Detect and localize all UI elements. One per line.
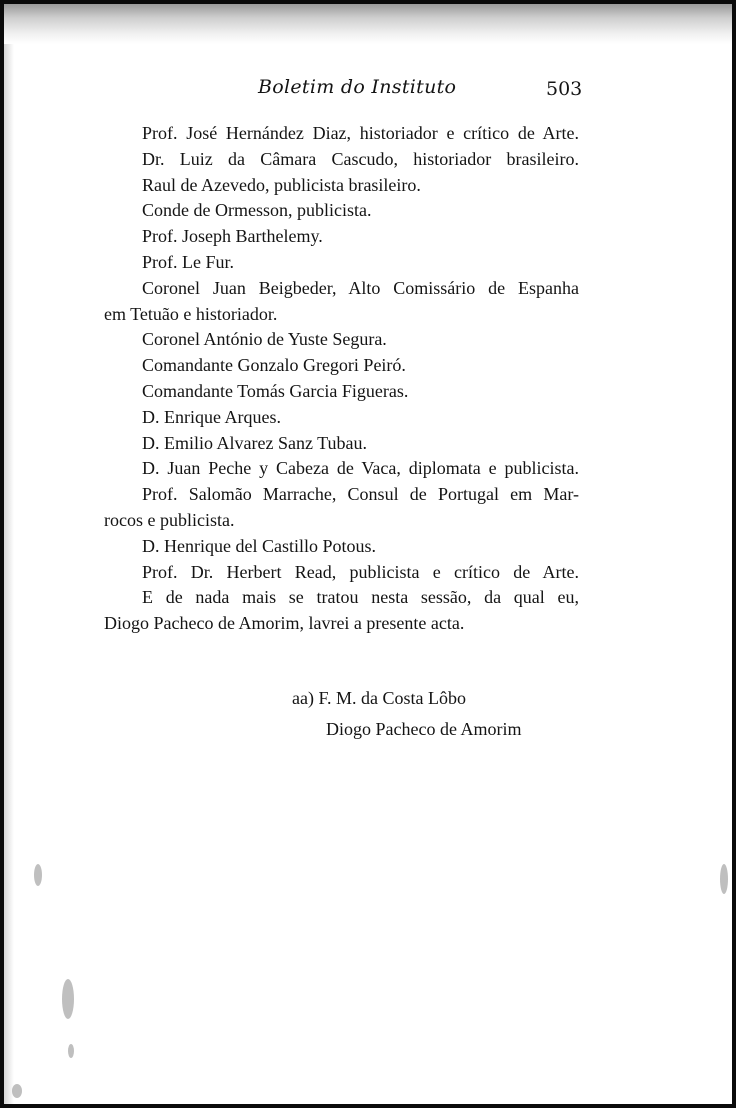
text-line: E de nada mais se tratou nesta sessão, da qual eu,	[142, 587, 579, 608]
body-text	[104, 121, 579, 637]
text-line: D. Juan Peche y Cabeza de Vaca, diplomata e publicista.	[142, 458, 579, 479]
text-line: Dr. Luiz da Câmara Cascudo, historiador brasileiro.	[142, 148, 579, 169]
text-line: Prof. Dr. Herbert Read, publicista e crítico de Arte.	[142, 561, 579, 582]
text-line: em Tetuão e historiador.	[104, 303, 278, 324]
text-line: Prof. José Hernández Diaz, historiador e crítico de Arte.	[142, 123, 579, 143]
scan-smudge	[12, 1084, 22, 1098]
page-header	[4, 76, 732, 106]
running-title: Boletim do Instituto	[258, 76, 457, 98]
text-line: Coronel Juan Beigbeder, Alto Comissário de Espanha	[142, 277, 579, 298]
scan-smudge	[62, 979, 74, 1019]
text-line: Coronel António de Yuste Segura.	[142, 329, 387, 350]
text-line: D. Emilio Alvarez Sanz Tubau.	[142, 432, 367, 453]
page-number: 503	[546, 78, 583, 100]
text-line: rocos e publicista.	[104, 509, 235, 530]
text-line: Prof. Joseph Barthelemy.	[142, 226, 323, 247]
text-line: Comandante Gonzalo Gregori Peiró.	[142, 355, 406, 376]
scan-smudge	[720, 864, 728, 894]
text-line: Prof. Salomão Marrache, Consul de Portugal em Mar-	[142, 484, 579, 505]
text-line: D. Henrique del Castillo Potous.	[142, 535, 376, 556]
signature-line: aa) F. M. da Costa Lôbo	[292, 688, 467, 708]
text-line: D. Enrique Arques.	[142, 406, 281, 427]
text-line: Diogo Pacheco de Amorim, lavrei a presente acta.	[104, 613, 465, 634]
text-line: Prof. Le Fur.	[142, 251, 234, 272]
text-line: Raul de Azevedo, publicista brasileiro.	[142, 174, 421, 195]
scan-smudge	[68, 1044, 74, 1058]
signature-line: Diogo Pacheco de Amorim	[326, 719, 522, 739]
text-line: Conde de Ormesson, publicista.	[142, 200, 372, 221]
scan-shadow-top	[4, 4, 732, 44]
scan-shadow-left	[4, 44, 14, 1104]
scan-smudge	[34, 864, 42, 886]
text-line: Comandante Tomás Garcia Figueras.	[142, 380, 409, 401]
